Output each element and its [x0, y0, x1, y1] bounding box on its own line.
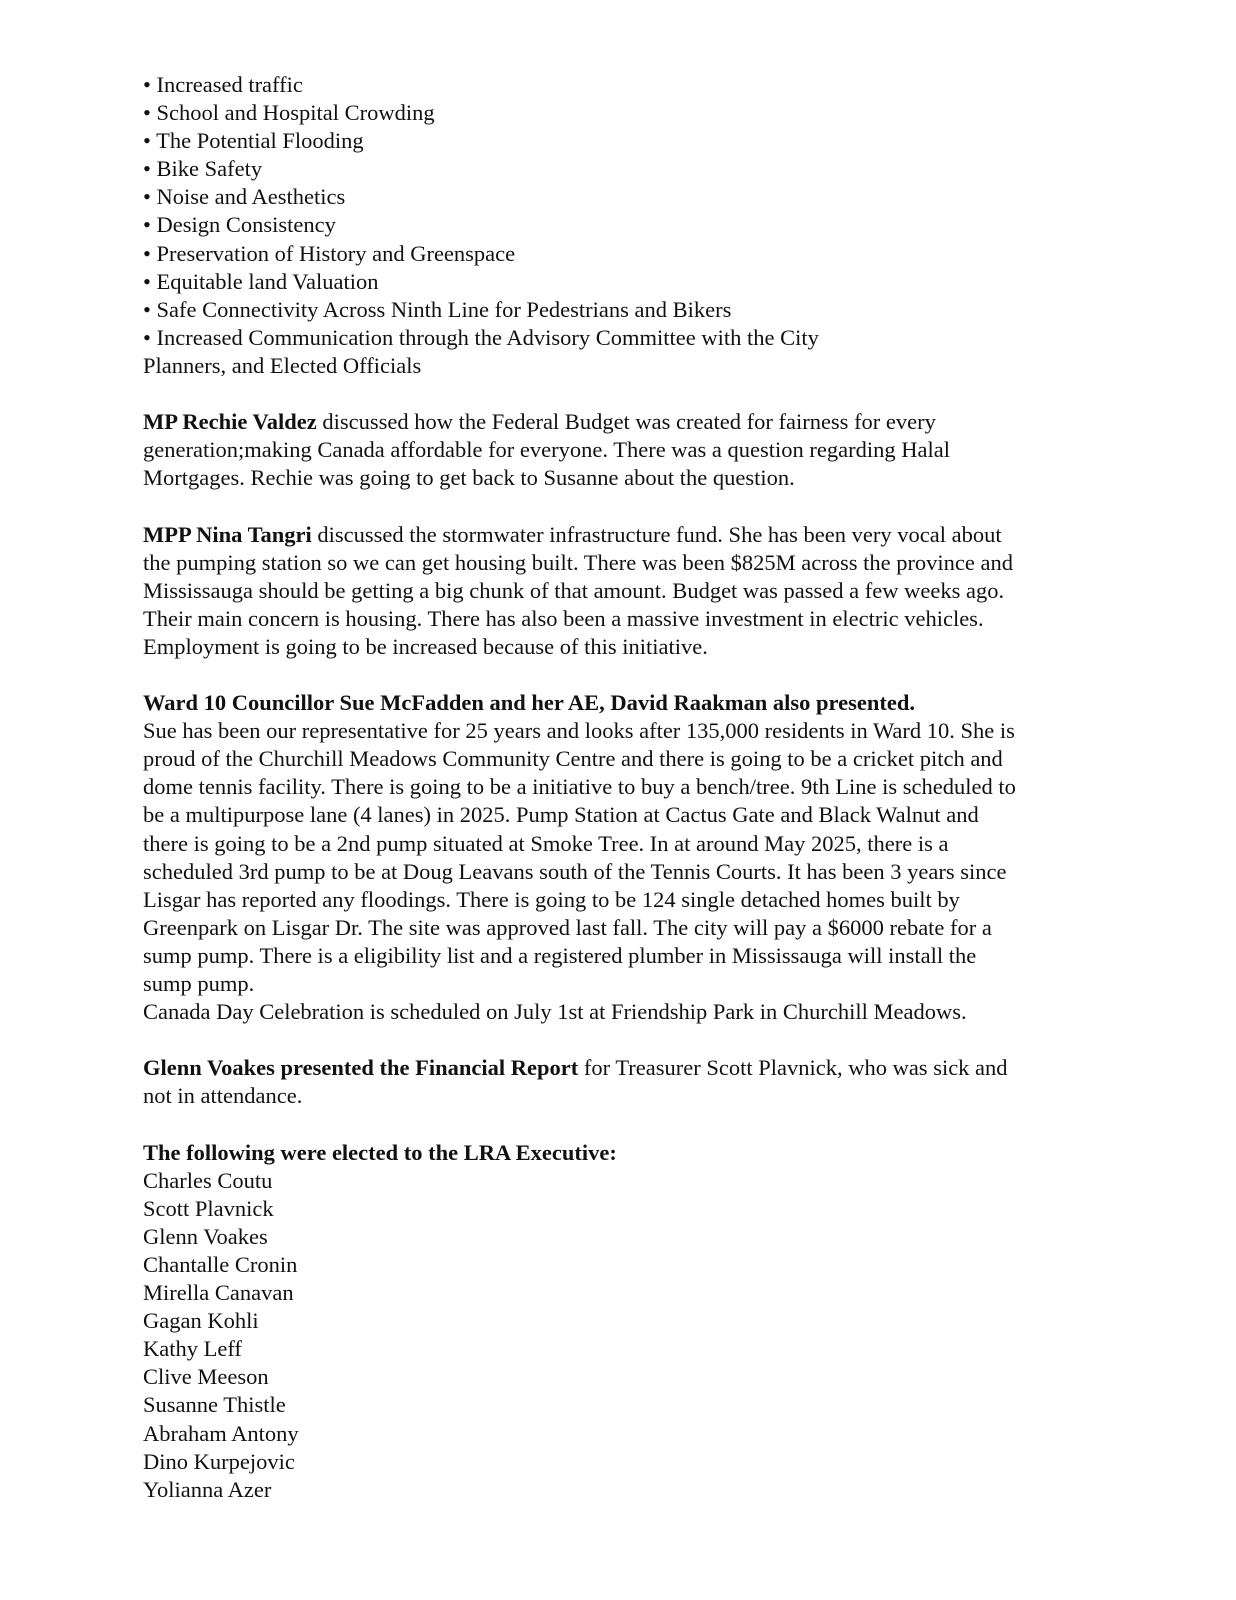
list-item: • School and Hospital Crowding: [143, 100, 435, 126]
mpp-line-4: Their main concern is housing. There has also been a massive investment in electric vehicles.: [143, 605, 984, 631]
mp-line-2: generation;making Canada affordable for everyone. There was a question regarding Halal: [143, 437, 950, 463]
financial-heading: Glenn Voakes presented the Financial Report: [143, 1055, 579, 1081]
executive-member: Glenn Voakes: [143, 1223, 268, 1249]
mp-line-3: Mortgages. Rechie was going to get back to Susanne about the question.: [143, 465, 795, 491]
mpp-line-2: the pumping station so we can get housing built. There was been $825M across the province and: [143, 549, 1014, 575]
spacer: [143, 492, 1083, 520]
mp-name: MP Rechie Valdez: [143, 409, 317, 435]
executive-member: Abraham Antony: [143, 1420, 299, 1446]
mpp-line-5: Employment is going to be increased because of this initiative.: [143, 633, 708, 659]
executive-member: Scott Plavnick: [143, 1195, 274, 1221]
list-item: • Design Consistency: [143, 212, 336, 238]
executive-member: Dino Kurpejovic: [143, 1448, 295, 1474]
spacer: [143, 380, 1083, 408]
councillor-line: Greenpark on Lisgar Dr. The site was approved last fall. The city will pay a $6000 rebate for a: [143, 914, 992, 940]
mpp-text: discussed the stormwater infrastructure fund. She has been very vocal about: [311, 521, 1002, 547]
councillor-line: scheduled 3rd pump to be at Doug Leavans south of the Tennis Courts. It has been 3 years since: [143, 858, 1007, 884]
list-item-continuation: Planners, and Elected Officials: [143, 352, 422, 378]
councillor-heading: Ward 10 Councillor Sue McFadden and her AE, David Raakman also presented.: [143, 690, 915, 716]
councillor-line: proud of the Churchill Meadows Community Centre and there is going to be a cricket pitch and: [143, 746, 1003, 772]
executive-heading: The following were elected to the LRA Executive:: [143, 1139, 617, 1165]
councillor-line: dome tennis facility. There is going to be a initiative to buy a bench/tree. 9th Line is scheduled to: [143, 774, 1016, 800]
mpp-paragraph: [143, 521, 1083, 661]
councillor-line: be a multipurpose lane (4 lanes) in 2025. Pump Station at Cactus Gate and Black Walnut and: [143, 802, 979, 828]
executive-member: Gagan Kohli: [143, 1308, 259, 1334]
financial-text: for Treasurer Scott Plavnick, who was sick and: [578, 1055, 1008, 1081]
councillor-line: sump pump. There is a eligibility list and a registered plumber in Mississauga will install the: [143, 942, 977, 968]
canada-day-line: Canada Day Celebration is scheduled on July 1st at Friendship Park in Churchill Meadows.: [143, 999, 967, 1025]
executive-member: Susanne Thistle: [143, 1392, 286, 1418]
councillor-line: Lisgar has reported any floodings. There is going to be 124 single detached homes built by: [143, 886, 960, 912]
list-item: • Preservation of History and Greenspace: [143, 240, 516, 266]
executive-member: Mirella Canavan: [143, 1280, 294, 1306]
financial-line-1: [143, 1054, 1083, 1082]
executive-member: Charles Coutu: [143, 1167, 273, 1193]
spacer: [143, 661, 1083, 689]
mp-line-1: [143, 408, 1083, 436]
councillor-line: Sue has been our representative for 25 years and looks after 135,000 residents in Ward 10. She is: [143, 718, 1015, 744]
concerns-list: [143, 71, 1083, 380]
executive-member: Chantalle Cronin: [143, 1251, 298, 1277]
list-item: • Increased Communication through the Advisory Committee with the City: [143, 324, 819, 350]
mp-text: discussed how the Federal Budget was created for fairness for every: [316, 409, 936, 435]
executive-section: [143, 1139, 1083, 1504]
financial-line-2: not in attendance.: [143, 1083, 303, 1109]
spacer: [143, 1110, 1083, 1138]
mpp-line-1: [143, 521, 1083, 549]
list-item: • Noise and Aesthetics: [143, 184, 346, 210]
councillor-paragraph: [143, 689, 1083, 1026]
mp-paragraph: [143, 408, 1083, 492]
list-item: • Increased traffic: [143, 72, 303, 97]
spacer: [143, 1026, 1083, 1054]
mpp-line-3: Mississauga should be getting a big chunk of that amount. Budget was passed a few weeks ago.: [143, 577, 1005, 603]
document-page: [143, 71, 1083, 1504]
list-item: • The Potential Flooding: [143, 128, 364, 154]
list-item: • Safe Connectivity Across Ninth Line for Pedestrians and Bikers: [143, 296, 732, 322]
financial-paragraph: [143, 1054, 1083, 1110]
list-item: • Bike Safety: [143, 156, 263, 182]
executive-member: Kathy Leff: [143, 1336, 242, 1362]
list-item: • Equitable land Valuation: [143, 268, 379, 294]
executive-member: Yolianna Azer: [143, 1476, 272, 1502]
councillor-line: there is going to be a 2nd pump situated at Smoke Tree. In at around May 2025, there is a: [143, 830, 949, 856]
councillor-line: sump pump.: [143, 971, 255, 996]
executive-member: Clive Meeson: [143, 1364, 269, 1390]
mpp-name: MPP Nina Tangri: [143, 521, 312, 547]
